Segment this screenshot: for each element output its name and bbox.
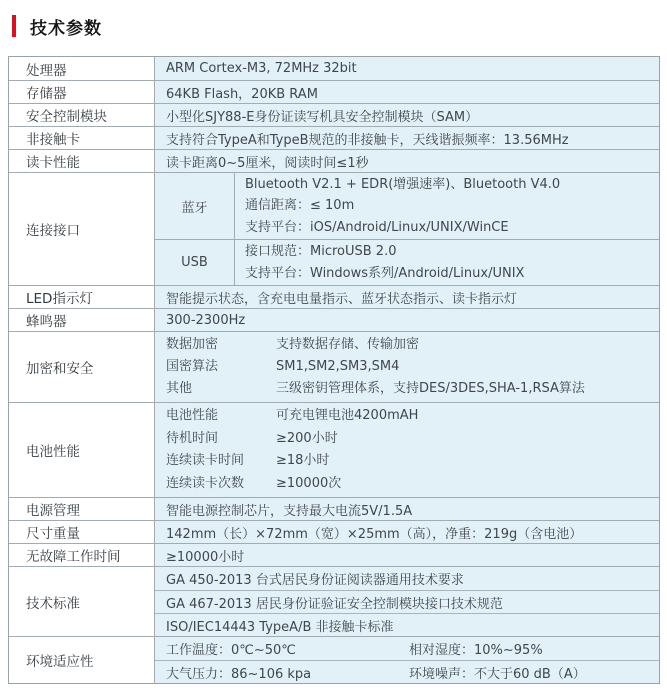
spec-label: 连接接口 <box>9 173 155 285</box>
spec-subkey: 连续读卡时间 <box>166 453 245 469</box>
spec-value: 142mm（长）×72mm（宽）×25mm（高），净重：219g（含电池） <box>155 521 659 543</box>
interface-detail-line: 接口规范：MicroUSB 2.0 <box>245 244 397 260</box>
spec-subvalue: 支持数据存储、传输加密 <box>276 337 420 353</box>
spec-row-environment <box>9 636 659 683</box>
spec-label: 安全控制模块 <box>9 104 155 126</box>
spec-label: 尺寸重量 <box>9 521 155 543</box>
spec-row-processor <box>9 57 659 80</box>
spec-value: 智能提示状态，含充电电量指示、蓝牙状态指示、读卡指示灯 <box>155 286 659 308</box>
spec-subkey: 数据加密 <box>166 337 219 353</box>
spec-label: 读卡性能 <box>9 150 155 172</box>
spec-table <box>8 56 660 684</box>
spec-label: 技术标准 <box>9 567 155 636</box>
spec-row-power-management <box>9 497 659 520</box>
standard-item: GA 450-2013 台式居民身份证阅读器通用技术要求 <box>166 573 464 589</box>
spec-label: 加密和安全 <box>9 332 155 402</box>
spec-label: 无故障工作时间 <box>9 544 155 566</box>
interface-groups <box>155 173 659 285</box>
spec-subrow <box>166 356 659 378</box>
spec-value: 智能电源控制芯片，支持最大电流5V/1.5A <box>155 498 659 520</box>
spec-subkey: 国密算法 <box>166 359 219 375</box>
spec-label: 电源管理 <box>9 498 155 520</box>
spec-subvalue: 可充电锂电池4200mAH <box>276 408 419 424</box>
spec-row-encryption <box>9 331 659 402</box>
spec-subrow <box>166 378 659 400</box>
spec-subrow <box>166 334 659 356</box>
interface-detail-line: 支持平台：Windows系列/Android/Linux/UNIX <box>245 265 525 281</box>
environment-value: 相对湿度：10%~95% <box>409 643 543 659</box>
spec-label: 蜂鸣器 <box>9 309 155 331</box>
spec-subvalue: ≥10000次 <box>276 475 342 491</box>
spec-subkey: 其他 <box>166 381 193 397</box>
environment-value: 工作温度：0℃~50℃ <box>166 643 296 659</box>
spec-row-memory <box>9 80 659 103</box>
standards-list <box>155 567 659 636</box>
interface-name: USB <box>155 240 235 285</box>
spec-row-contactless-card <box>9 126 659 149</box>
standard-item: ISO/IEC14443 TypeA/B 非接触卡标准 <box>155 613 659 636</box>
spec-row-read-performance <box>9 149 659 172</box>
environment-value: 大气压力：86~106 kpa <box>166 666 312 682</box>
environment-row <box>155 637 659 660</box>
interface-group-bluetooth <box>155 173 659 239</box>
spec-label: LED指示灯 <box>9 286 155 308</box>
spec-value: 300-2300Hz <box>155 309 659 331</box>
spec-value: 64KB Flash，20KB RAM <box>155 81 659 103</box>
spec-row-dimensions <box>9 520 659 543</box>
spec-label: 电池性能 <box>9 403 155 497</box>
battery-pairs <box>155 403 659 497</box>
accent-bar <box>12 15 16 37</box>
interface-details <box>235 173 659 239</box>
spec-subvalue: SM1,SM2,SM3,SM4 <box>276 359 400 375</box>
interface-detail-line: Bluetooth V2.1 + EDR(增强速率)、Bluetooth V4.0 <box>245 177 561 192</box>
encryption-pairs <box>155 332 659 402</box>
spec-subkey: 电池性能 <box>166 408 219 424</box>
spec-subrow <box>166 450 659 473</box>
spec-subrow <box>166 405 659 428</box>
spec-value: 支持符合TypeA和TypeB规范的非接触卡，天线谐振频率：13.56MHz <box>155 127 659 149</box>
spec-label: 非接触卡 <box>9 127 155 149</box>
spec-value: 读卡距离0~5厘米，阅读时间≤1秒 <box>155 150 659 172</box>
spec-subkey: 待机时间 <box>166 430 219 446</box>
environment-row <box>155 660 659 683</box>
spec-row-standards <box>9 566 659 636</box>
spec-row-mtbf <box>9 543 659 566</box>
interface-details <box>235 240 659 285</box>
spec-subvalue: ≥200小时 <box>276 430 338 446</box>
interface-name: 蓝牙 <box>155 173 235 239</box>
spec-value: ≥10000小时 <box>155 544 659 566</box>
interface-detail-line: 通信距离：≤ 10m <box>245 198 355 214</box>
spec-row-battery <box>9 402 659 497</box>
environment-value: 环境噪声：不大于60 dB（A） <box>409 666 586 682</box>
spec-row-interfaces <box>9 172 659 285</box>
spec-row-led <box>9 285 659 308</box>
standard-item: GA 467-2013 居民身份证验证安全控制模块接口技术规范 <box>155 590 659 613</box>
environment-grid <box>155 637 659 683</box>
interface-group-usb <box>155 239 659 285</box>
section-header <box>12 14 667 38</box>
spec-value: ARM Cortex-M3, 72MHz 32bit <box>155 57 659 80</box>
spec-subvalue: 三级密钥管理体系，支持DES/3DES,SHA-1,RSA算法 <box>276 381 585 397</box>
spec-subrow <box>166 428 659 451</box>
spec-subvalue: ≥18小时 <box>276 453 330 469</box>
spec-row-security-module <box>9 103 659 126</box>
spec-row-buzzer <box>9 308 659 331</box>
page-title: 技术参数 <box>30 18 102 39</box>
interface-detail-line: 支持平台：iOS/Android/Linux/UNIX/WinCE <box>245 219 509 235</box>
spec-label: 存储器 <box>9 81 155 103</box>
spec-subkey: 连续读卡次数 <box>166 475 245 491</box>
spec-value: 小型化SJY88-E身份证读写机具安全控制模块（SAM） <box>155 104 659 126</box>
spec-label: 环境适应性 <box>9 637 155 683</box>
spec-label: 处理器 <box>9 57 155 80</box>
spec-subrow <box>166 473 659 496</box>
